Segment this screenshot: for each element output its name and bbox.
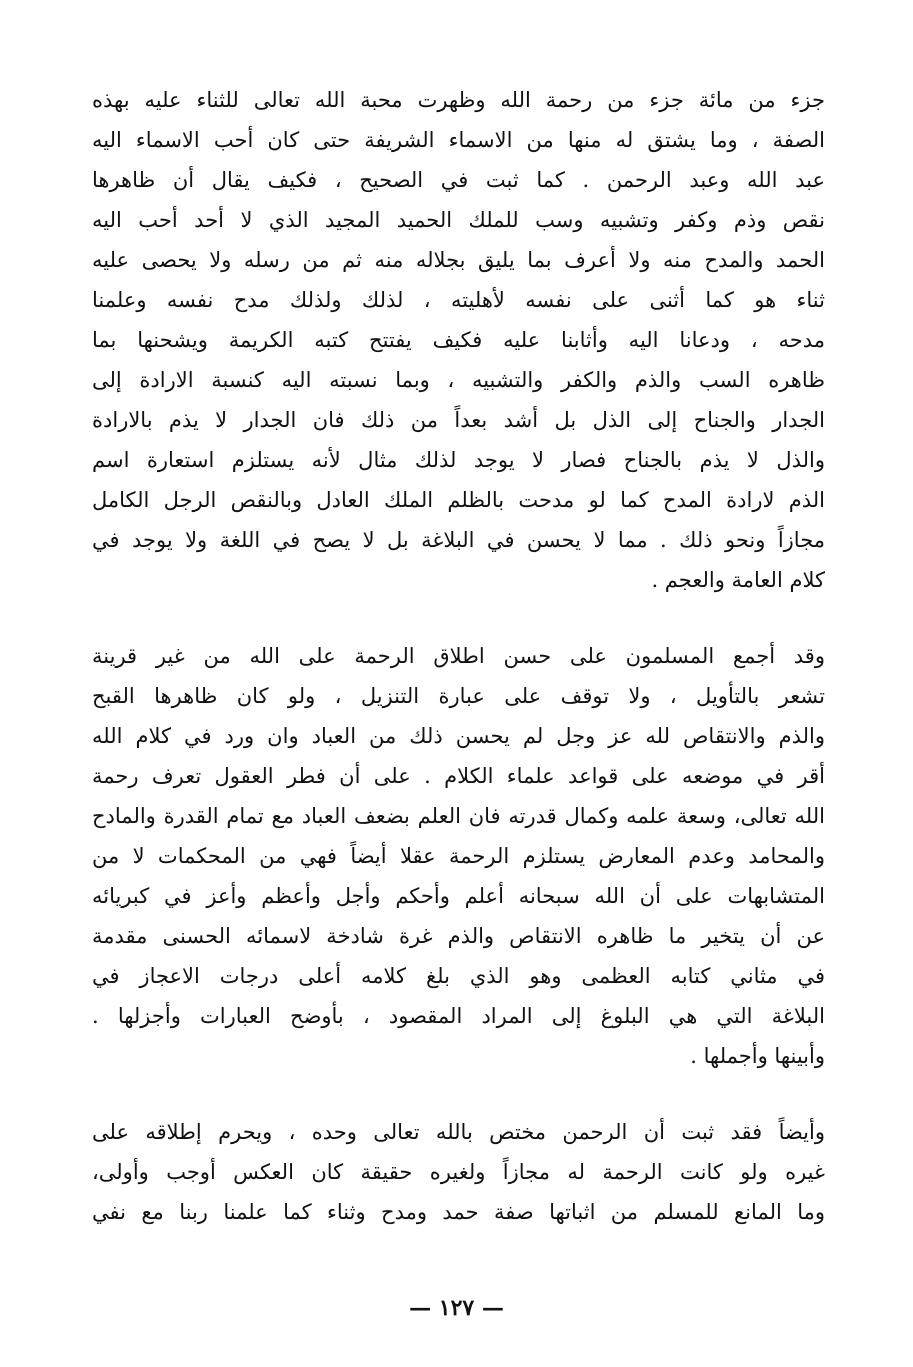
text-line: والمحامد وعدم المعارض يستلزم الرحمة عقلا أيضاً فهي من المحكمات لا من: [92, 844, 825, 868]
paragraph-2: [92, 636, 825, 1076]
text-line: الصفة ، وما يشتق له منها من الاسماء الشريفة حتى كان أحب الاسماء اليه: [92, 128, 825, 152]
text-line: مدحه ، ودعانا اليه وأثابنا عليه فكيف يفتتح كتبه الكريمة ويشحنها بما: [92, 328, 825, 352]
paragraph-gap: [92, 600, 825, 636]
text-line: الحمد والمدح منه ولا أعرف بما يليق بجلاله منه ثم من رسله ولا يحصى عليه: [92, 248, 825, 272]
text-line: المتشابهات على أن الله سبحانه أعلم وأحكم وأجل وأعظم وأعز في كبريائه: [92, 884, 825, 908]
paragraph-1: [92, 80, 825, 600]
text-line: تشعر بالتأويل ، ولا توقف على عبارة التنزيل ، ولو كان ظاهرها القبح: [92, 684, 825, 708]
text-line: الذم لارادة المدح كما لو مدحت بالظلم الملك العادل وبالنقص الرجل الكامل: [92, 488, 825, 512]
text-line: عن أن يتخير ما ظاهره الانتقاص والذم غرة شادخة لاسمائه الحسنى مقدمة: [92, 924, 825, 948]
text-line: وأبينها وأجملها .: [690, 1044, 825, 1068]
text-line: نقص وذم وكفر وتشبيه وسب للملك الحميد المجيد الذي لا أحد أحب اليه: [92, 208, 825, 232]
text-line: وما المانع للمسلم من اثباتها صفة حمد ومدح وثناء كما علمنا ربنا مع نفي: [92, 1200, 825, 1224]
page-body: [92, 80, 825, 1232]
text-line: جزء من مائة جزء من رحمة الله وظهرت محبة الله تعالى للثناء عليه بهذه: [92, 88, 825, 112]
text-line: ظاهره السب والذم والكفر والتشبيه ، وبما نسبته اليه كنسبة الارادة إلى: [92, 368, 825, 392]
text-line: وأيضاً فقد ثبت أن الرحمن مختص بالله تعالى وحده ، ويحرم إطلاقه على: [92, 1120, 825, 1144]
text-line: في مثاني كتابه العظمى وهو الذي بلغ كلامه أعلى درجات الاعجاز في: [92, 964, 825, 988]
text-line: الله تعالى، وسعة علمه وكمال قدرته فان العلم بضعف العباد مع تمام القدرة والمادح: [92, 804, 825, 828]
text-line: والذم والانتقاص لله عز وجل لم يحسن ذلك من العباد وان ورد في كلام الله: [92, 724, 825, 748]
text-line: مجازاً ونحو ذلك . مما لا يحسن في البلاغة بل لا يصح في اللغة ولا يوجد في: [92, 528, 825, 552]
text-line: كلام العامة والعجم .: [651, 568, 825, 592]
paragraph-3: [92, 1112, 825, 1232]
text-line: البلاغة التي هي البلوغ إلى المراد المقصود ، بأوضح العبارات وأجزلها .: [92, 1004, 825, 1028]
text-line: وقد أجمع المسلمون على حسن اطلاق الرحمة على الله من غير قرينة: [92, 644, 825, 668]
text-line: ثناء هو كما أثنى على نفسه لأهليته ، لذلك ولذلك مدح نفسه وعلمنا: [92, 288, 825, 312]
text-line: غيره ولو كانت الرحمة له مجازاً ولغيره حقيقة كان العكس أوجب وأولى،: [92, 1160, 825, 1184]
paragraph-gap: [92, 1076, 825, 1112]
text-line: الجدار والجناح إلى الذل بل أشد بعداً من ذلك فان الجدار لا يذم بالارادة: [92, 408, 825, 432]
page-number: — ١٢٧ —: [409, 1295, 504, 1321]
text-line: عبد الله وعبد الرحمن . كما ثبت في الصحيح ، فكيف يقال أن ظاهرها: [92, 168, 825, 192]
text-line: أقر في موضعه على قواعد علماء الكلام . على أن فطر العقول تعرف رحمة: [92, 764, 825, 788]
text-line: والذل لا يذم بالجناح فصار لا يوجد لذلك مثال لأنه يستلزم استعارة اسم: [92, 448, 825, 472]
